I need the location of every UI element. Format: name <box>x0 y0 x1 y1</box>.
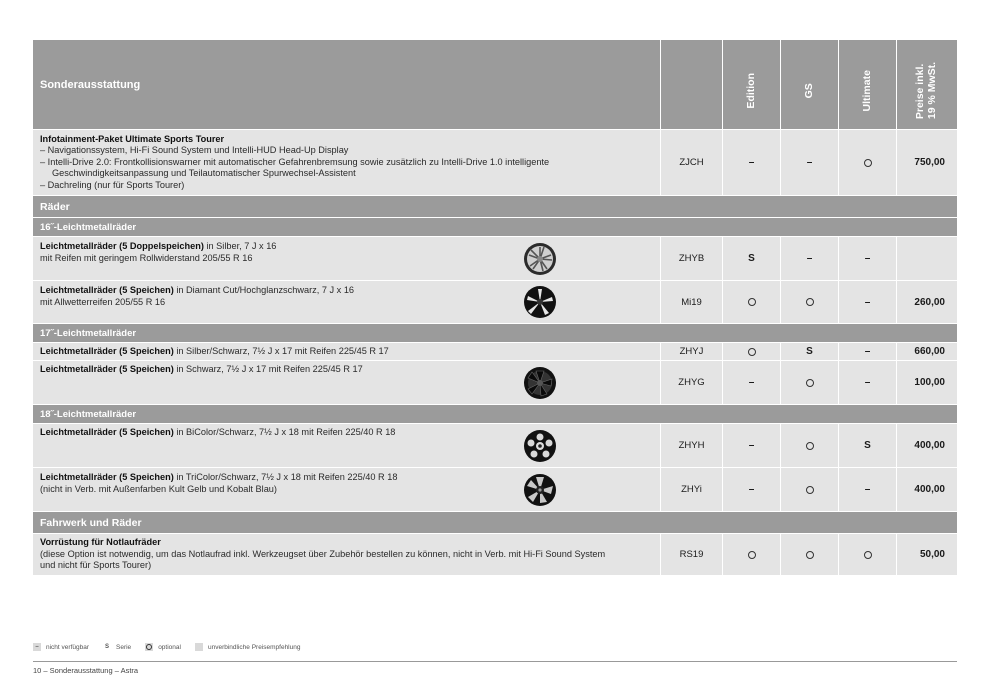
optional-icon <box>748 551 756 559</box>
wheel-diamond-cut-icon <box>523 285 557 319</box>
gs-availability <box>781 468 839 512</box>
price: 100,00 <box>897 361 957 405</box>
ultimate-availability: S <box>839 424 897 468</box>
optional-icon <box>806 442 814 450</box>
price: 400,00 <box>897 468 957 512</box>
wheel-bicolor-icon <box>523 429 557 463</box>
infotainment-desc: Infotainment-Paket Ultimate Sports Tourer – Navigationssystem, Hi-Fi Sound System und Intelli-HUD Head-Up Display – Intelli-Drive 2.0: Frontkollisionswarner mit automatischer Gefahrenbremsung sowie zusätzlich zu Intelli-Drive 1.0 intelligente Geschwindigkeitsanpassung und Teilautomatischer Spurwechsel-Assistent – Dachreling (nur für Sports Tourer) <box>33 130 661 196</box>
optional-icon <box>864 159 872 167</box>
header-gs: GS <box>781 40 839 130</box>
page-footer: 10 – Sonderausstattung – Astra <box>33 666 139 675</box>
optional-icon <box>748 298 756 306</box>
optional-icon <box>806 486 814 494</box>
edition-availability: – <box>723 130 781 196</box>
wheel-silver-icon <box>523 242 557 276</box>
table-row <box>33 281 957 324</box>
optional-icon <box>864 551 872 559</box>
gs-availability: – <box>781 237 839 281</box>
gs-availability: – <box>781 130 839 196</box>
subsection-18: 18˝-Leichtmetallräder <box>33 405 957 424</box>
options-table <box>33 40 957 576</box>
price: 260,00 <box>897 281 957 324</box>
subsection-17: 17˝-Leichtmetallräder <box>33 324 957 343</box>
ultimate-availability: – <box>839 468 897 512</box>
table-row <box>33 237 957 281</box>
edition-availability <box>723 534 781 576</box>
header-code <box>661 40 723 130</box>
table-row <box>33 130 957 196</box>
price: 400,00 <box>897 424 957 468</box>
optional-icon <box>806 551 814 559</box>
gs-availability <box>781 534 839 576</box>
gs-availability <box>781 361 839 405</box>
footer-divider <box>33 661 957 662</box>
wheel-desc: Leichtmetallräder (5 Speichen) in TriColor/Schwarz, 7½ J x 18 mit Reifen 225/40 R 18 (nicht in Verb. mit Außenfarben Kult Gelb und Kobalt Blau) <box>33 468 661 512</box>
ultimate-availability: – <box>839 281 897 324</box>
edition-availability: – <box>723 361 781 405</box>
option-code: ZHYG <box>661 361 723 405</box>
gs-availability: S <box>781 343 839 361</box>
wheel-desc: Leichtmetallräder (5 Speichen) in Silber/Schwarz, 7½ J x 17 mit Reifen 225/45 R 17 <box>33 343 661 361</box>
gs-availability <box>781 281 839 324</box>
table-row <box>33 424 957 468</box>
header-title: Sonderausstattung <box>33 40 661 130</box>
price: 50,00 <box>897 534 957 576</box>
price: 660,00 <box>897 343 957 361</box>
table-row <box>33 534 957 576</box>
edition-availability: – <box>723 424 781 468</box>
option-code: Mi19 <box>661 281 723 324</box>
price: 750,00 <box>897 130 957 196</box>
edition-availability: – <box>723 468 781 512</box>
price <box>897 237 957 281</box>
ultimate-availability <box>839 130 897 196</box>
wheel-desc: Leichtmetallräder (5 Doppelspeichen) in Silber, 7 J x 16 mit Reifen mit geringem Rollwiderstand 205/55 R 16 <box>33 237 661 281</box>
option-code: ZJCH <box>661 130 723 196</box>
header-edition: Edition <box>723 40 781 130</box>
ultimate-availability <box>839 534 897 576</box>
optional-icon <box>806 379 814 387</box>
legend-standard: S Serie <box>104 643 132 651</box>
option-code: ZHYJ <box>661 343 723 361</box>
ultimate-availability: – <box>839 361 897 405</box>
legend-price: unverbindliche Preisempfehlung <box>195 643 301 651</box>
wheel-desc: Leichtmetallräder (5 Speichen) in Diamant Cut/Hochglanzschwarz, 7 J x 16 mit Allwetterreifen 205/55 R 16 <box>33 281 661 324</box>
option-code: ZHYB <box>661 237 723 281</box>
option-code: RS19 <box>661 534 723 576</box>
wheel-tricolor-icon <box>523 473 557 507</box>
ultimate-availability: – <box>839 343 897 361</box>
table-row <box>33 468 957 512</box>
edition-availability: S <box>723 237 781 281</box>
gs-availability <box>781 424 839 468</box>
section-fahrwerk: Fahrwerk und Räder <box>33 512 957 534</box>
subsection-16: 16˝-Leichtmetallräder <box>33 218 957 237</box>
section-raeder: Räder <box>33 196 957 218</box>
notlauf-desc: Vorrüstung für Notlaufräder (diese Option ist notwendig, um das Notlaufrad inkl. Werkzeugset über Zubehör bestellen zu können, nicht in Verb. mit Hi-Fi Sound System und nicht für Sports Tourer) <box>33 534 661 576</box>
edition-availability <box>723 281 781 324</box>
wheel-desc: Leichtmetallräder (5 Speichen) in Schwarz, 7½ J x 17 mit Reifen 225/45 R 17 <box>33 361 661 405</box>
option-code: ZHYH <box>661 424 723 468</box>
header-price: Preise inkl. 19 % MwSt. <box>897 40 957 130</box>
optional-icon <box>806 298 814 306</box>
optional-icon <box>748 348 756 356</box>
ultimate-availability: – <box>839 237 897 281</box>
wheel-black-icon <box>523 366 557 400</box>
table-header <box>33 40 957 130</box>
table-row <box>33 343 957 361</box>
table-row <box>33 361 957 405</box>
legend-not-available: – nicht verfügbar <box>33 643 89 651</box>
option-code: ZHYi <box>661 468 723 512</box>
optional-icon <box>146 644 152 650</box>
legend-optional: optional <box>145 643 181 651</box>
wheel-desc: Leichtmetallräder (5 Speichen) in BiColor/Schwarz, 7½ J x 18 mit Reifen 225/40 R 18 <box>33 424 661 468</box>
header-ultimate: Ultimate <box>839 40 897 130</box>
legend <box>33 643 314 651</box>
edition-availability <box>723 343 781 361</box>
